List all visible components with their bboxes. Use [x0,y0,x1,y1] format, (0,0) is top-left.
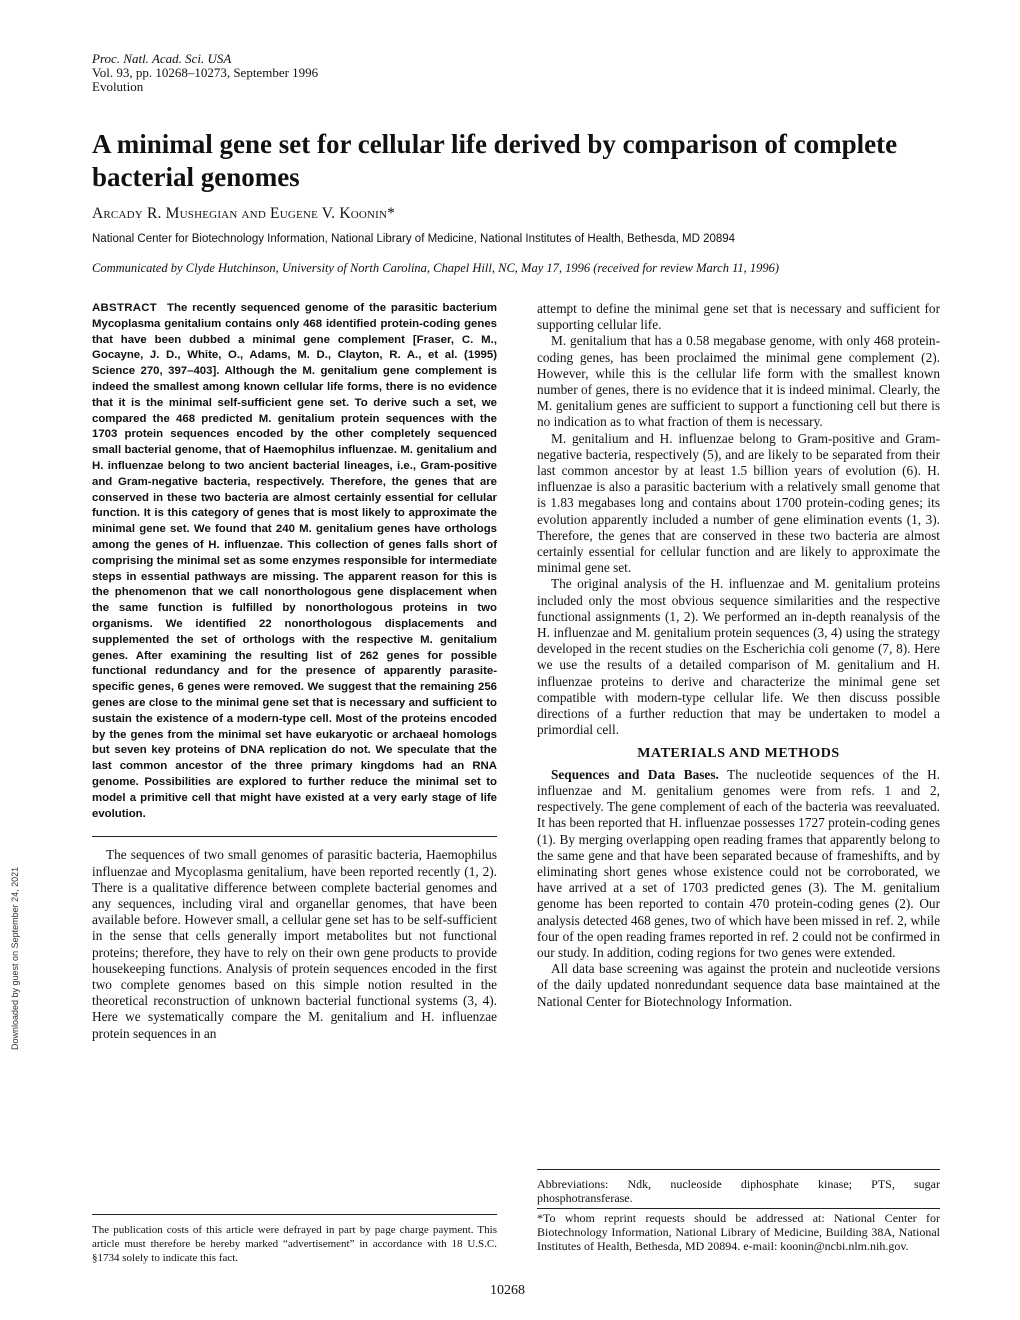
affiliation: National Center for Biotechnology Information, National Library of Medicine, National Institutes of Health, Bethesda, MD 20894 [92,233,736,245]
communicated-line: Communicated by Clyde Hutchinson, University of North Carolina, Chapel Hill, NC, May 17, 1996 (received for review March 11, 1996) [92,261,780,275]
left-column [92,301,497,1042]
correspondence-divider [537,1208,940,1209]
author-list: Arcady R. Mushegian and Eugene V. Koonin* [92,205,396,222]
section-heading-methods: MATERIALS AND METHODS [637,746,840,762]
abstract-label: ABSTRACT [92,302,158,314]
abstract-divider [92,836,497,837]
page-number: 10268 [490,1283,525,1298]
intro-paragraph: The original analysis of the H. influenzae and M. genitalium proteins included only the most obvious sequence similarities and the respective functional assignments (1, 2). We performed an in-depth reanalysis of the H. influenzae and M. genitalium protein sequences (3, 4) using the strategy developed in the recent studies on the Escherichia coli genome (7, 8). Here we use the results of a detailed comparison of M. genitalium and H. influenzae proteins to derive and characterize the minimal gene set compatible with modern-type cellular life. We then discuss possible directions of a further reduction that may be undertaken to model a primordial cell. [537,576,940,738]
journal-name: Proc. Natl. Acad. Sci. USA [92,51,232,66]
abstract [92,301,497,822]
abstract-text: The recently sequenced genome of the parasitic bacterium Mycoplasma genitalium contains only 468 identified protein-coding genes that have been dubbed a minimal gene complement [Fraser, C. M., Gocayne, J. D., White, O., Adams, M. D., Clayton, R. A., et al. (1995) Science 270, 397–403]. Although the M. genitalium gene complement is indeed the smallest among known cellular life forms, there is no evidence that it is the minimal self-sufficient gene set. To derive such a set, we compared the 468 predicted M. genitalium protein sequences with the 1703 protein sequences encoded by the other completely sequenced small bacterial genome, that of Haemophilus influenzae. M. genitalium and H. influenzae belong to two ancient bacterial lineages, i.e., Gram-positive and Gram-negative bacteria, respectively. Therefore, the genes that are conserved in these two bacteria are almost certainly essential for cellular function. It is this category of genes that is most likely to approximate the minimal gene set. We found that 240 M. genitalium genes have orthologs among the genes of H. influenzae. This collection of genes falls short of comprising the minimal set as some enzymes responsible for intermediate steps in essential pathways are missing. The apparent reason for this is the phenomenon that we call nonorthologous gene displacement when the same function is fulfilled by nonorthologous proteins in two organisms. We identified 22 nonorthologous displacements and supplemented the set of orthologs with the respective M. genitalium genes. After examining the resulting list of 262 genes for possible functional redundancy and for the presence of apparently parasite-specific genes, 6 genes were removed. We suggest that the remaining 256 genes are close to the minimal gene set that is necessary and sufficient to sustain the existence of a modern-type cell. Most of the proteins encoded by the genes from the minimal set have eukaryotic or archaeal homologs but seven key proteins of DNA replication do not. We speculate that the last common ancestor of the three primary kingdoms had an RNA genome. Possibilities are explored to further reduce the minimal set to model a primitive cell that might have existed at a very early stage of life evolution. [92,302,497,820]
correspondence: *To whom reprint requests should be addressed at: National Center for Biotechnology Information, National Library of Medicine, Building 38A, National Institutes of Health, Bethesda, MD 20894. e-mail: koonin@ncbi.nlm.nih.gov. [537,1211,940,1253]
footnote-divider [92,1214,497,1215]
run-in-heading: Sequences and Data Bases. [551,766,719,782]
intro-paragraph: The sequences of two small genomes of parasitic bacteria, Haemophilus influenzae and Mycoplasma genitalium, have been reported recently (1, 2). There is a qualitative difference between complete bacterial genomes and any sequences, including viral and organellar genomes, that have been available before. However small, a cellular gene set has to be self-sufficient in the sense that cells generally import metabolites but not functional proteins; therefore, they have to rely on their own gene products to provide housekeeping functions. Analysis of protein sequences encoded in the first two complete genomes based on this simple notion resulted in the theoretical reconstruction of unknown bacterial functional systems (3, 4). Here we systematically compare the M. genitalium and H. influenzae protein sequences in an [92,847,497,1041]
methods-paragraph [537,767,940,961]
article-title: A minimal gene set for cellular life derived by comparison of complete bacterial genomes [92,129,898,192]
journal-volume: Vol. 93, pp. 10268–10273, September 1996 [92,65,319,80]
abbreviations: Abbreviations: Ndk, nucleoside diphosphate kinase; PTS, sugar phosphotransferase. [537,1177,940,1205]
cost-footnote: The publication costs of this article were defrayed in part by page charge payment. This article must therefore be hereby marked “advertisement” in accordance with 18 U.S.C. §1734 solely to indicate this fact. [92,1224,497,1264]
abbrev-divider [537,1169,940,1170]
journal-header [92,52,318,94]
download-watermark: Downloaded by guest on September 24, 2021 [10,866,20,1050]
right-column [537,301,940,1010]
footnotes-right [537,1177,940,1253]
intro-paragraph-continued: attempt to define the minimal gene set that is necessary and sufficient for supporting cellular life. [537,301,940,333]
methods-text: The nucleotide sequences of the H. influenzae and M. genitalium genomes were from refs. 1 and 2, respectively. The gene complement of each of the bacteria was reevaluated. It has been reported that H. influenzae possesses 1727 protein-coding genes (1). By merging overlapping open reading frames that apparently belong to the same gene and that have been separated because of frameshifts, and by eliminating short genes whose existence could not be corroborated, we have arrived at a set of 1703 predicted genes (3). The M. genitalium genome has been reported to contain 470 protein-coding genes (2). Our analysis detected 468 genes, two of which have been missed in ref. 2, while four of the open reading frames reported in ref. 2 could not be confirmed in our study. In addition, coding regions for two genes were extended. [537,766,940,960]
intro-paragraph: M. genitalium and H. influenzae belong to Gram-positive and Gram-negative bacteria, respectively (5), and are likely to be separated from their last common ancestor by at least 1.5 billion years of evolution (6). H. influenzae is also a parasitic bacterium with a relatively small genome that is 1.83 megabases long and contains about 1700 protein-coding genes; its evolution apparently included a number of gene elimination events (1, 3). Therefore, the genes that are conserved in these two bacteria are almost certainly essential for cellular function and are likely to approximate the minimal gene set. [537,430,940,576]
journal-section: Evolution [92,79,144,94]
intro-paragraph: M. genitalium that has a 0.58 megabase genome, with only 468 protein-coding genes, has been proclaimed the minimal gene complement (2). However, while this is the cellular life form with the smallest known number of genes, there is no evidence that it is indeed minimal. Clearly, the M. genitalium genes are sufficient to support a functioning cell but there is no indication as to what fraction of them is necessary. [537,333,940,430]
methods-paragraph: All data base screening was against the protein and nucleotide versions of the daily updated nonredundant sequence data base maintained at the National Center for Biotechnology Information. [537,961,940,1009]
